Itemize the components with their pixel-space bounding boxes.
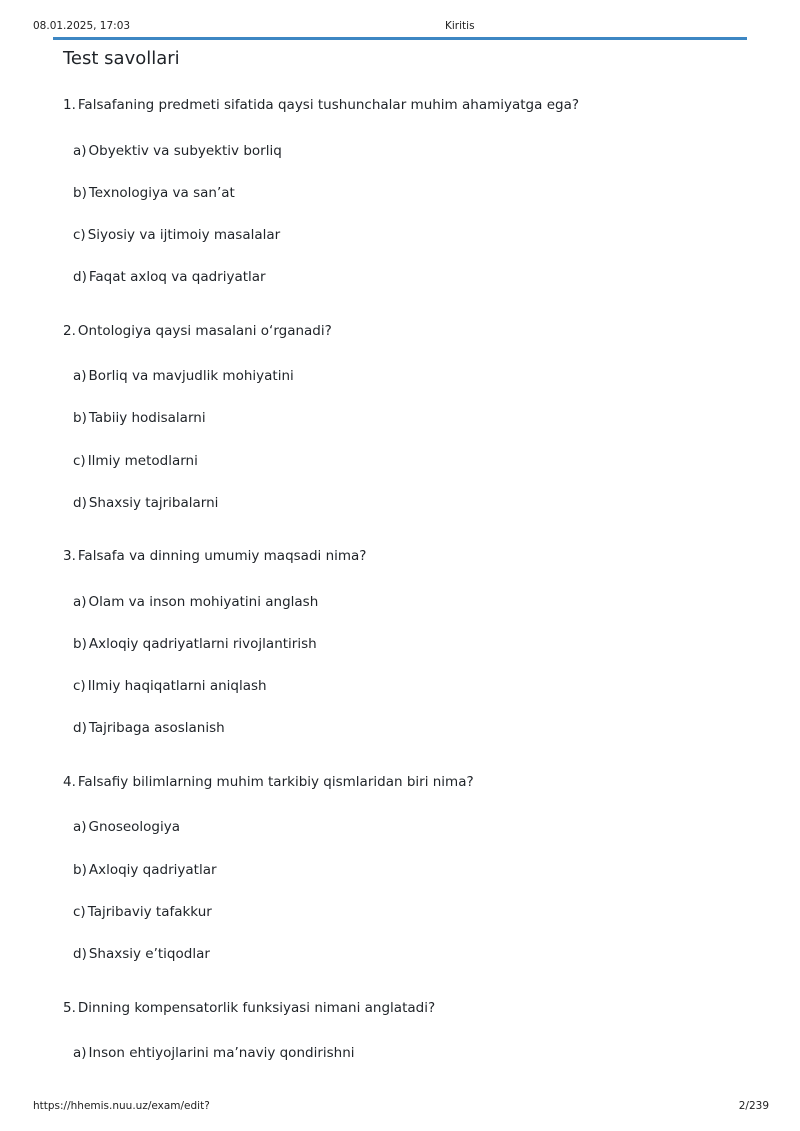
question-1 [63,97,579,113]
option-letter: b) [73,185,87,201]
option-4b[interactable] [73,862,217,878]
header-divider [53,37,747,40]
question-number: 3. [63,548,76,564]
question-number: 5. [63,1000,76,1016]
option-text: Shaxsiy tajribalarni [88,495,219,511]
print-header [0,20,800,36]
question-text: Dinning kompensatorlik funksiyasi nimani anglatadi? [77,1000,436,1016]
option-letter: a) [73,594,87,610]
option-3a[interactable] [73,594,318,610]
print-url: https://hhemis.nuu.uz/exam/edit? [33,1100,210,1112]
option-text: Olam va inson mohiyatini anglash [88,594,319,610]
option-3b[interactable] [73,636,317,652]
option-letter: b) [73,636,87,652]
option-letter: a) [73,819,87,835]
option-2a[interactable] [73,368,294,384]
option-text: Gnoseologiya [88,819,181,835]
question-text: Falsafa va dinning umumiy maqsadi nima? [77,548,367,564]
page-counter: 2/239 [738,1100,769,1112]
option-text: Tabiiy hodisalarni [88,410,206,426]
option-text: Siyosiy va ijtimoiy masalalar [87,227,281,243]
option-4a[interactable] [73,819,180,835]
option-letter: c) [73,678,86,694]
option-text: Obyektiv va subyektiv borliq [88,143,282,159]
option-text: Ilmiy metodlarni [87,453,198,469]
option-letter: c) [73,227,86,243]
option-letter: c) [73,904,86,920]
question-number: 2. [63,323,76,339]
option-1a[interactable] [73,143,282,159]
page-title: Test savollari [63,48,180,69]
option-letter: a) [73,143,87,159]
question-number: 4. [63,774,76,790]
option-text: Borliq va mavjudlik mohiyatini [88,368,294,384]
option-text: Tajribaviy tafakkur [87,904,212,920]
option-text: Texnologiya va san’at [88,185,235,201]
option-letter: b) [73,410,87,426]
option-letter: b) [73,862,87,878]
option-letter: d) [73,269,87,285]
question-2 [63,323,332,339]
option-text: Shaxsiy e’tiqodlar [88,946,210,962]
option-text: Inson ehtiyojlarini ma’naviy qondirishni [88,1045,355,1061]
print-datetime: 08.01.2025, 17:03 [33,20,131,32]
question-4 [63,774,474,790]
option-4d[interactable] [73,946,210,962]
option-1d[interactable] [73,269,266,285]
option-3c[interactable] [73,678,267,694]
option-2c[interactable] [73,453,198,469]
option-5a[interactable] [73,1045,355,1061]
option-2b[interactable] [73,410,206,426]
question-text: Ontologiya qaysi masalani o‘rganadi? [77,323,332,339]
option-3d[interactable] [73,720,225,736]
option-text: Tajribaga asoslanish [88,720,225,736]
question-number: 1. [63,97,76,113]
question-text: Falsafaning predmeti sifatida qaysi tushunchalar muhim ahamiyatga ega? [77,97,580,113]
question-text: Falsafiy bilimlarning muhim tarkibiy qismlaridan biri nima? [77,774,474,790]
option-letter: c) [73,453,86,469]
option-2d[interactable] [73,495,218,511]
option-4c[interactable] [73,904,212,920]
option-letter: a) [73,368,87,384]
option-text: Faqat axloq va qadriyatlar [88,269,266,285]
print-footer [0,1100,800,1116]
question-5 [63,1000,435,1016]
option-text: Axloqiy qadriyatlarni rivojlantirish [88,636,317,652]
option-1c[interactable] [73,227,280,243]
option-text: Axloqiy qadriyatlar [88,862,217,878]
option-text: Ilmiy haqiqatlarni aniqlash [87,678,267,694]
option-1b[interactable] [73,185,235,201]
option-letter: d) [73,720,87,736]
option-letter: a) [73,1045,87,1061]
question-3 [63,548,366,564]
option-letter: d) [73,946,87,962]
option-letter: d) [73,495,87,511]
print-page-title: Kiritis [445,20,475,32]
